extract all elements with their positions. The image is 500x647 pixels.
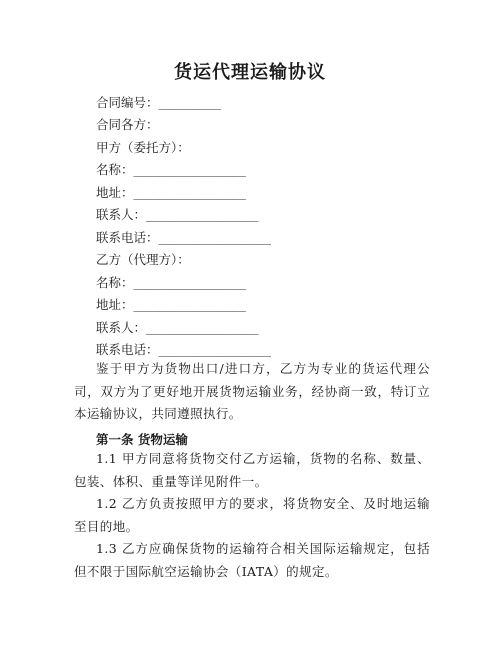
- party-b-label: 乙方（代理方）：: [96, 252, 190, 267]
- contract-number-field: 合同编号：__________: [96, 95, 222, 110]
- party-a-address-field: 地址：__________________: [96, 185, 247, 200]
- clause-1-2: 1.2 乙方负责按照甲方的要求，将货物安全、及时地运输至目的地。: [74, 496, 430, 534]
- party-a-label: 甲方（委托方）：: [96, 140, 190, 155]
- intro-paragraph: 鉴于甲方为货物出口/进口方，乙方为专业的货运代理公司，双方为了更好地开展货物运输业务，经协商一致，特订立本运输协议，共同遵照执行。: [74, 361, 430, 421]
- party-a-contact-field: 联系人：__________________: [96, 207, 259, 222]
- article-1-heading: 第一条 货物运输: [96, 432, 188, 447]
- document-title: 货运代理运输协议: [174, 62, 326, 83]
- party-b-address-field: 地址：__________________: [96, 297, 247, 312]
- party-a-phone-field: 联系电话：__________________: [96, 230, 272, 245]
- parties-label: 合同各方：: [96, 117, 159, 132]
- party-b-contact-field: 联系人：__________________: [96, 320, 259, 335]
- clause-1-1: 1.1 甲方同意将货物交付乙方运输，货物的名称、数量、包装、体积、重量等详见附件一。: [74, 451, 430, 489]
- clause-1-3: 1.3 乙方应确保货物的运输符合相关国际运输规定，包括但不限于国际航空运输协会（IATA）的规定。: [74, 541, 430, 579]
- party-b-phone-field: 联系电话：__________________: [96, 342, 272, 357]
- party-a-name-field: 名称：__________________: [96, 162, 247, 177]
- party-b-name-field: 名称：__________________: [96, 275, 247, 290]
